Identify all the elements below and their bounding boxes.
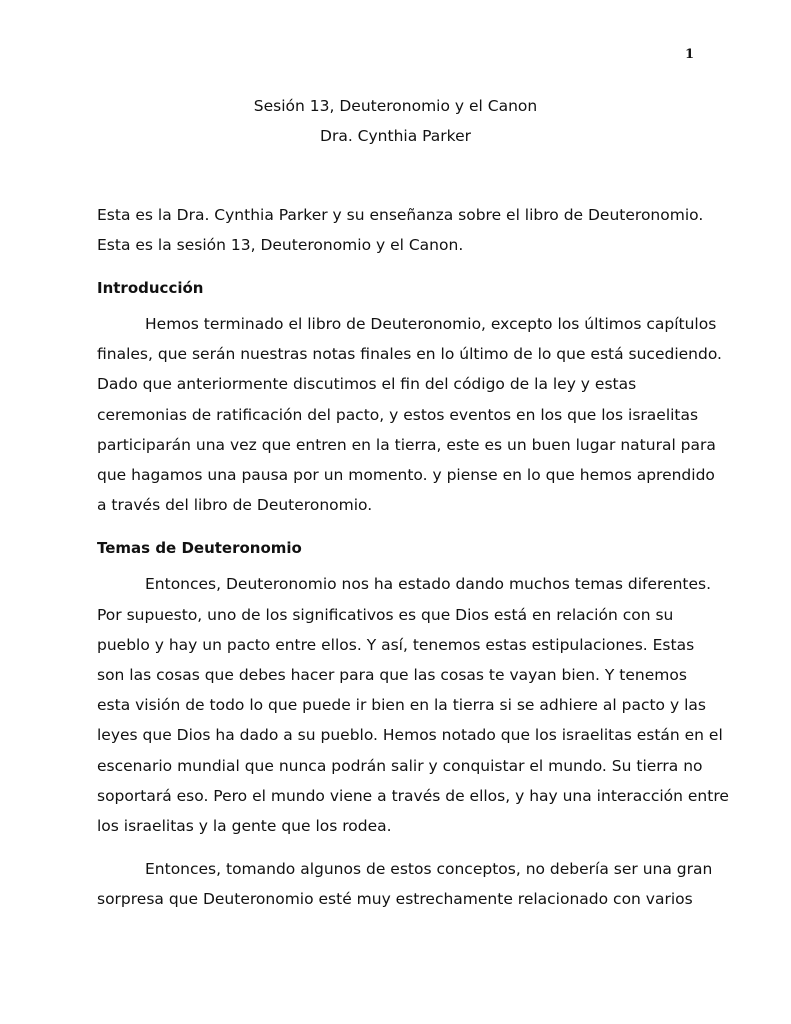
- page-number: 1: [684, 47, 694, 62]
- document-body: [97, 200, 729, 915]
- intro-line: Esta es la sesión 13, Deuteronomio y el Canon.: [97, 236, 464, 254]
- section-heading: Temas de Deuteronomio: [97, 539, 302, 558]
- document-author: Dra. Cynthia Parker: [320, 127, 471, 145]
- intro-line: Esta es la Dra. Cynthia Parker y su enseñanza sobre el libro de Deuteronomio.: [97, 206, 704, 224]
- paragraph: [97, 309, 722, 520]
- paragraph-line: Dado que anteriormente discutimos el fin del código de la ley y estas: [97, 375, 637, 394]
- intro-paragraph: [97, 200, 704, 260]
- paragraph-line: Por supuesto, uno de los significativos es que Dios está en relación con su: [97, 605, 674, 624]
- paragraph-line: escenario mundial que nunca podrán salir y conquistar el mundo. Su tierra no: [97, 756, 703, 775]
- paragraph-line: que hagamos una pausa por un momento. y piense en lo que hemos aprendido: [97, 466, 715, 485]
- paragraph: [97, 854, 713, 914]
- paragraph-line: participarán una vez que entren en la tierra, este es un buen lugar natural para: [97, 435, 716, 454]
- paragraph-line: Entonces, tomando algunos de estos conceptos, no debería ser una gran: [145, 860, 713, 879]
- title-block: [0, 91, 791, 151]
- paragraph: [97, 569, 729, 841]
- paragraph-line: Entonces, Deuteronomio nos ha estado dando muchos temas diferentes.: [145, 575, 712, 594]
- section-introduccion: [97, 273, 722, 520]
- paragraph-line: leyes que Dios ha dado a su pueblo. Hemos notado que los israelitas están en el: [97, 726, 723, 745]
- section-temas: [97, 533, 729, 914]
- paragraph-line: Hemos terminado el libro de Deuteronomio, excepto los últimos capítulos: [145, 315, 717, 333]
- document-title: Sesión 13, Deuteronomio y el Canon: [253, 97, 538, 115]
- paragraph-line: soportará eso. Pero el mundo viene a través de ellos, y hay una interacción entre: [97, 786, 729, 805]
- paragraph-line: son las cosas que debes hacer para que las cosas te vayan bien. Y tenemos: [97, 666, 687, 685]
- section-heading: Introducción: [97, 279, 204, 297]
- paragraph-line: ceremonias de ratificación del pacto, y estos eventos en los que los israelitas: [97, 405, 699, 424]
- paragraph-line: a través del libro de Deuteronomio.: [97, 496, 373, 515]
- paragraph-line: pueblo y hay un pacto entre ellos. Y así, tenemos estas estipulaciones. Estas: [97, 635, 695, 654]
- paragraph-line: sorpresa que Deuteronomio esté muy estrechamente relacionado con varios: [97, 890, 693, 909]
- paragraph-line: los israelitas y la gente que los rodea.: [97, 817, 392, 836]
- paragraph-line: esta visión de todo lo que puede ir bien en la tierra si se adhiere al pacto y las: [97, 696, 706, 715]
- paragraph-line: finales, que serán nuestras notas finales en lo último de lo que está sucediendo.: [97, 345, 722, 364]
